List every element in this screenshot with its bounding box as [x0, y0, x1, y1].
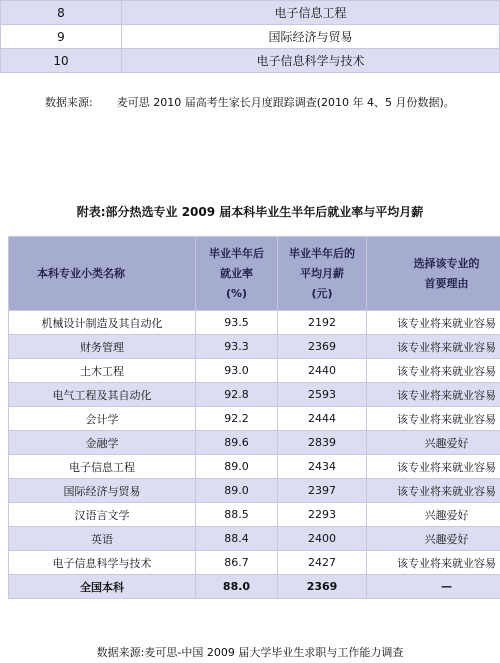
- total-row: [9, 575, 500, 599]
- major-cell: 电子信息科学与技术: [9, 551, 196, 575]
- header-salary: [278, 237, 367, 311]
- salary-cell: 2293: [278, 503, 367, 527]
- major-cell: 汉语言文学: [9, 503, 196, 527]
- table-row: [9, 407, 500, 431]
- reason-cell: 该专业将来就业容易: [367, 551, 500, 575]
- table-row: [1, 25, 500, 49]
- rank-cell: 9: [1, 25, 122, 49]
- header-reason: [367, 237, 500, 311]
- table-row: [9, 455, 500, 479]
- header-salary-line3: (元): [311, 286, 333, 300]
- reason-cell: 该专业将来就业容易: [367, 335, 500, 359]
- rank-cell: 8: [1, 1, 122, 25]
- rate-cell: 92.2: [196, 407, 278, 431]
- rate-cell: 93.0: [196, 359, 278, 383]
- employment-table: [8, 236, 500, 599]
- rate-cell: 88.4: [196, 527, 278, 551]
- total-reason-cell: —: [367, 575, 500, 599]
- salary-cell: 2427: [278, 551, 367, 575]
- salary-cell: 2397: [278, 479, 367, 503]
- salary-cell: 2839: [278, 431, 367, 455]
- header-reason-line1: 选择该专业的: [413, 256, 480, 270]
- salary-cell: 2593: [278, 383, 367, 407]
- major-cell: 土木工程: [9, 359, 196, 383]
- total-rate-cell: 88.0: [196, 575, 278, 599]
- rate-cell: 86.7: [196, 551, 278, 575]
- major-cell: 电子信息科学与技术: [122, 49, 500, 73]
- table-row: [9, 335, 500, 359]
- table-row: [9, 383, 500, 407]
- rate-cell: 88.5: [196, 503, 278, 527]
- rate-cell: 93.5: [196, 311, 278, 335]
- major-cell: 电气工程及其自动化: [9, 383, 196, 407]
- header-reason-line2: 首要理由: [424, 276, 469, 290]
- rank-cell: 10: [1, 49, 122, 73]
- reason-cell: 该专业将来就业容易: [367, 383, 500, 407]
- major-cell: 金融学: [9, 431, 196, 455]
- major-cell: 英语: [9, 527, 196, 551]
- salary-cell: 2400: [278, 527, 367, 551]
- major-cell: 电子信息工程: [122, 1, 500, 25]
- total-salary-cell: 2369: [278, 575, 367, 599]
- source-text: 麦可思 2010 届高考生家长月度跟踪调查(2010 年 4、5 月份数据)。: [116, 96, 455, 109]
- salary-cell: 2192: [278, 311, 367, 335]
- appendix-title: 附表:部分热选专业 2009 届本科毕业生半年后就业率与平均月薪: [76, 205, 424, 219]
- table-row: [1, 1, 500, 25]
- header-salary-line2: 平均月薪: [300, 266, 344, 280]
- total-major-cell: 全国本科: [9, 575, 196, 599]
- reason-cell: 该专业将来就业容易: [367, 455, 500, 479]
- salary-cell: 2444: [278, 407, 367, 431]
- bottom-source-note: 数据来源:麦可思-中国 2009 届大学毕业生求职与工作能力调查: [96, 646, 404, 659]
- reason-cell: 兴趣爱好: [367, 503, 500, 527]
- table-row: [9, 311, 500, 335]
- reason-cell: 该专业将来就业容易: [367, 359, 500, 383]
- rate-cell: 89.6: [196, 431, 278, 455]
- source-label: 数据来源:: [45, 96, 93, 109]
- header-rate: [196, 237, 278, 311]
- reason-cell: 该专业将来就业容易: [367, 311, 500, 335]
- header-row: [9, 237, 500, 311]
- major-cell: 会计学: [9, 407, 196, 431]
- table-row: [9, 479, 500, 503]
- salary-cell: 2369: [278, 335, 367, 359]
- table-row: [9, 503, 500, 527]
- rate-cell: 89.0: [196, 479, 278, 503]
- rate-cell: 89.0: [196, 455, 278, 479]
- table-row: [9, 359, 500, 383]
- reason-cell: 该专业将来就业容易: [367, 407, 500, 431]
- rate-cell: 92.8: [196, 383, 278, 407]
- major-cell: 财务管理: [9, 335, 196, 359]
- header-rate-line3: (%): [225, 286, 248, 300]
- top-ranking-table: [0, 0, 500, 73]
- table-row: [9, 431, 500, 455]
- major-cell: 机械设计制造及其自动化: [9, 311, 196, 335]
- top-source-note: [45, 94, 455, 110]
- major-cell: 电子信息工程: [9, 455, 196, 479]
- header-salary-line1: 毕业半年后的: [289, 246, 355, 260]
- reason-cell: 兴趣爱好: [367, 431, 500, 455]
- major-cell: 国际经济与贸易: [9, 479, 196, 503]
- header-major: 本科专业小类名称: [9, 237, 196, 311]
- table-row: [9, 527, 500, 551]
- table-row: [1, 49, 500, 73]
- header-rate-line2: 就业率: [220, 266, 253, 280]
- header-rate-line1: 毕业半年后: [209, 246, 264, 260]
- major-cell: 国际经济与贸易: [122, 25, 500, 49]
- reason-cell: 兴趣爱好: [367, 527, 500, 551]
- rate-cell: 93.3: [196, 335, 278, 359]
- reason-cell: 该专业将来就业容易: [367, 479, 500, 503]
- salary-cell: 2440: [278, 359, 367, 383]
- table-row: [9, 551, 500, 575]
- salary-cell: 2434: [278, 455, 367, 479]
